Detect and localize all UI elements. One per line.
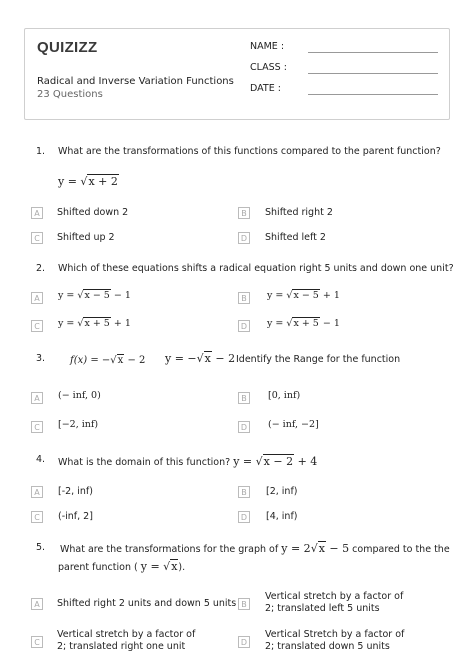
- name-field: [250, 41, 284, 52]
- eq-lhs: y = −: [165, 352, 197, 365]
- name-line: [308, 52, 438, 53]
- eq-lhs: y =: [58, 290, 75, 301]
- question-5-option-b[interactable]: Vertical stretch by a factor of 2; translated left 5 units: [265, 591, 404, 614]
- eq-tail: − 2: [127, 355, 146, 366]
- question-4-equation: y = √x − 2 + 4: [233, 455, 318, 468]
- question-5-equation: y = 2√x − 5: [281, 542, 350, 555]
- eq-radicand: x + 5: [84, 318, 110, 329]
- option-letter-c[interactable]: C: [31, 636, 43, 648]
- question-1-option-d[interactable]: Shifted left 2: [265, 232, 326, 243]
- class-line: [308, 73, 438, 74]
- eq-lhs: y =: [58, 318, 75, 329]
- question-3-option-b[interactable]: [0, inf): [268, 390, 301, 401]
- question-5-option-a[interactable]: Shifted right 2 units and down 5 units: [57, 598, 237, 609]
- option-letter-a[interactable]: A: [31, 292, 43, 304]
- question-5-number: 5.: [36, 542, 46, 553]
- question-3-option-d[interactable]: (− inf, −2]: [268, 419, 319, 430]
- option-letter-a[interactable]: A: [31, 486, 43, 498]
- eq-lhs: y =: [233, 455, 253, 468]
- parent-function-equation: y = √x: [140, 560, 178, 573]
- name-label: NAME :: [250, 41, 285, 52]
- question-2-option-b[interactable]: y = √x − 5 + 1: [267, 290, 340, 301]
- class-label: CLASS :: [250, 62, 287, 73]
- eq-radicand: x − 2: [263, 455, 294, 468]
- eq-radicand: x: [171, 560, 178, 573]
- date-label: DATE :: [250, 83, 281, 94]
- eq-lhs: y =: [140, 560, 160, 573]
- option-letter-b[interactable]: B: [238, 598, 250, 610]
- eq-lhs: y =: [267, 290, 284, 301]
- question-3-number: 3.: [36, 353, 46, 364]
- option-letter-b[interactable]: B: [238, 207, 250, 219]
- question-4-text: [58, 455, 317, 468]
- eq-tail: + 1: [322, 290, 340, 301]
- question-2-option-c[interactable]: y = √x + 5 + 1: [58, 318, 131, 329]
- eq-lhs: f(x) = −: [70, 355, 111, 366]
- question-count: 23 Questions: [37, 89, 103, 100]
- question-1-equation: y = √x + 2: [58, 175, 118, 188]
- parent-function-close: ).: [178, 562, 186, 573]
- option-letter-c[interactable]: C: [31, 421, 43, 433]
- option-letter-c[interactable]: C: [31, 232, 43, 244]
- option-letter-a[interactable]: A: [31, 207, 43, 219]
- eq-tail: − 5: [329, 542, 350, 555]
- option-letter-d[interactable]: D: [238, 511, 250, 523]
- option-letter-c[interactable]: C: [31, 320, 43, 332]
- date-field: [250, 83, 281, 94]
- question-5-option-c[interactable]: Vertical stretch by a factor of 2; translated right one unit: [57, 629, 196, 652]
- eq-lhs: y = 2: [281, 542, 311, 555]
- parent-function-label: parent function (: [58, 562, 138, 573]
- eq-tail: + 4: [297, 455, 318, 468]
- date-line: [308, 94, 438, 95]
- eq-radicand: x − 5: [293, 290, 319, 301]
- option-letter-b[interactable]: B: [238, 486, 250, 498]
- question-3-text: Identify the Range for the function: [236, 354, 401, 365]
- question-3-equation: y = −√x − 2: [165, 352, 236, 365]
- question-1-option-c[interactable]: Shifted up 2: [57, 232, 115, 243]
- option-letter-a[interactable]: A: [31, 392, 43, 404]
- eq-tail: + 1: [113, 318, 131, 329]
- question-1-option-b[interactable]: Shifted right 2: [265, 207, 333, 218]
- question-4-option-b[interactable]: [2, inf): [266, 486, 298, 497]
- question-1-text: What are the transformations of this functions compared to the parent function?: [58, 146, 441, 157]
- eq-tail: − 1: [322, 318, 340, 329]
- eq-radicand: x + 5: [293, 318, 319, 329]
- question-4-number: 4.: [36, 454, 46, 465]
- eq-radicand: x: [117, 355, 124, 366]
- question-2-number: 2.: [36, 263, 46, 274]
- question-2-option-d[interactable]: y = √x + 5 − 1: [267, 318, 340, 329]
- eq-lhs: y =: [267, 318, 284, 329]
- question-4-option-c[interactable]: (-inf, 2]: [58, 511, 93, 522]
- question-4-option-a[interactable]: [-2, inf): [58, 486, 93, 497]
- worksheet-title: Radical and Inverse Variation Functions: [37, 76, 234, 87]
- eq-tail: − 2: [215, 352, 236, 365]
- worksheet-header: [24, 28, 450, 120]
- class-field: [250, 62, 287, 73]
- question-2-option-a[interactable]: y = √x − 5 − 1: [58, 290, 131, 301]
- question-3-function: f(x) = −√x − 2: [70, 355, 146, 366]
- question-5-text-line2: [58, 560, 185, 573]
- question-2-text: Which of these equations shifts a radical equation right 5 units and down one unit?: [58, 263, 454, 274]
- eq-radicand: x + 2: [88, 175, 118, 188]
- question-1-number: 1.: [36, 146, 46, 157]
- option-letter-b[interactable]: B: [238, 392, 250, 404]
- quizizz-logo: QUIZIZZ: [37, 39, 98, 56]
- question-4-option-d[interactable]: [4, inf): [266, 511, 298, 522]
- eq-radicand: x: [318, 542, 325, 555]
- question-3-option-c[interactable]: [−2, inf): [58, 419, 99, 430]
- option-letter-a[interactable]: A: [31, 598, 43, 610]
- question-1-option-a[interactable]: Shifted down 2: [57, 207, 129, 218]
- question-5-text-line1: [60, 542, 450, 555]
- eq-tail: − 1: [113, 290, 131, 301]
- question-5-prompt: What are the transformations for the graph of: [60, 544, 279, 555]
- question-5-prompt-end: compared to the the: [352, 544, 450, 555]
- option-letter-d[interactable]: D: [238, 232, 250, 244]
- question-3-option-a[interactable]: (− inf, 0): [58, 390, 101, 401]
- eq-radicand: x: [204, 352, 211, 365]
- eq-radicand: x − 5: [84, 290, 110, 301]
- question-5-option-d[interactable]: Vertical Stretch by a factor of 2; translated down 5 units: [265, 629, 405, 652]
- question-4-prompt: What is the domain of this function?: [58, 457, 231, 468]
- option-letter-d[interactable]: D: [238, 421, 250, 433]
- option-letter-d[interactable]: D: [238, 320, 250, 332]
- option-letter-d[interactable]: D: [238, 636, 250, 648]
- option-letter-b[interactable]: B: [238, 292, 250, 304]
- option-letter-c[interactable]: C: [31, 511, 43, 523]
- eq-lhs: y =: [58, 175, 77, 188]
